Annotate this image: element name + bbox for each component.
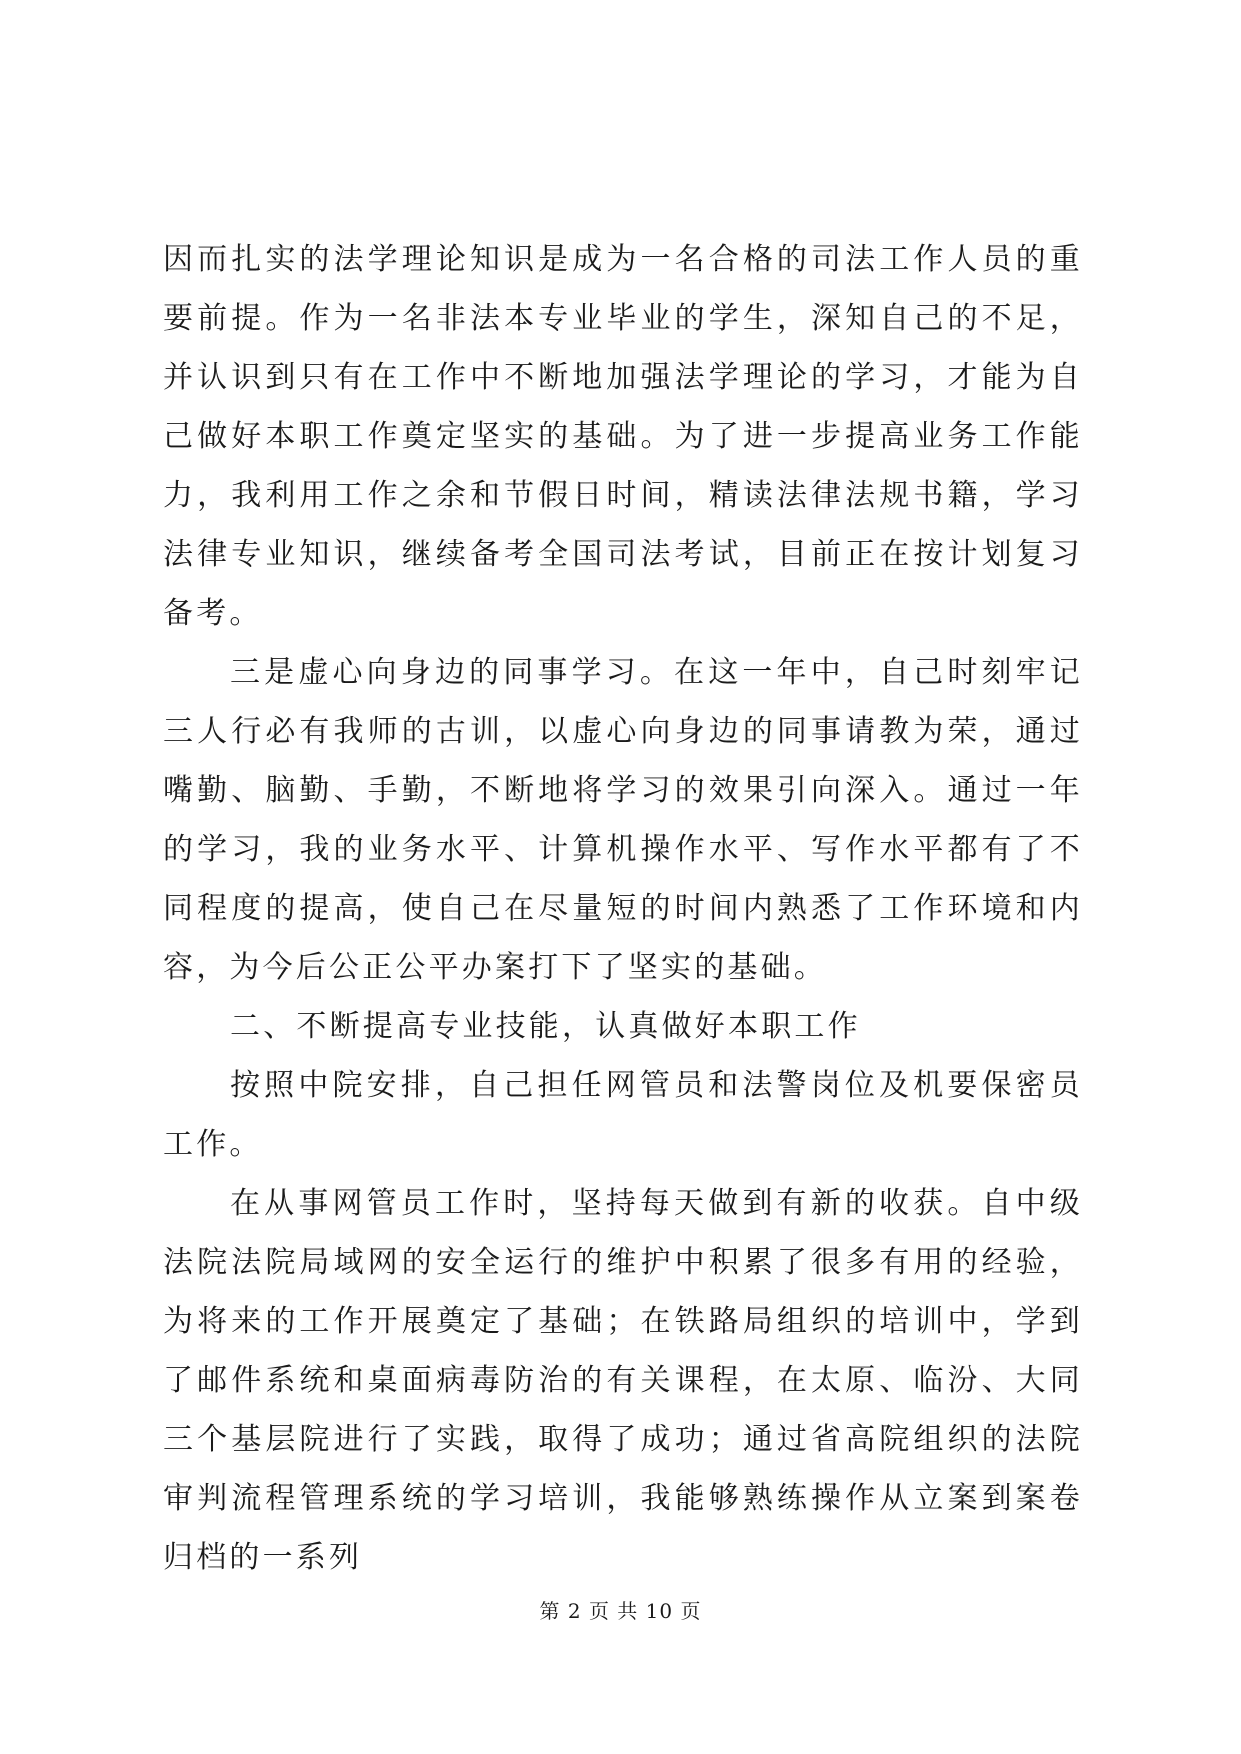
section-heading-2: 二、不断提高专业技能，认真做好本职工作 (230, 1009, 861, 1044)
page-number-footer: 第 2 页 共 10 页 (539, 1599, 702, 1623)
paragraph-1: 因而扎实的法学理论知识是成为一名合格的司法工作人员的重要前提。作为一名非法本专业毕业的学生，深知自己的不足，并认识到只有在工作中不断地加强法学理论的学习，才能为自己做好本职工作奠定坚实的基础。为了进一步提高业务工作能力，我利用工作之余和节假日时间，精读法律法规书籍，学习法律专业知识，继续备考全国司法考试，目前正在按计划复习备考。 (163, 242, 1083, 631)
paragraph-3: 按照中院安排，自己担任网管员和法警岗位及机要保密员工作。 (163, 1068, 1083, 1162)
document-body (163, 230, 1083, 1587)
paragraph-2: 三是虚心向身边的同事学习。在这一年中，自己时刻牢记三人行必有我师的古训，以虚心向身边的同事请教为荣，通过嘴勤、脑勤、手勤，不断地将学习的效果引向深入。通过一年的学习，我的业务水平、计算机操作水平、写作水平都有了不同程度的提高，使自己在尽量短的时间内熟悉了工作环境和内容，为今后公正公平办案打下了坚实的基础。 (163, 655, 1083, 985)
paragraph-4: 在从事网管员工作时，坚持每天做到有新的收获。自中级法院法院局域网的安全运行的维护中积累了很多有用的经验，为将来的工作开展奠定了基础；在铁路局组织的培训中，学到了邮件系统和桌面病毒防治的有关课程，在太原、临汾、大同三个基层院进行了实践，取得了成功；通过省高院组织的法院审判流程管理系统的学习培训，我能够熟练操作从立案到案卷归档的一系列 (163, 1186, 1083, 1575)
